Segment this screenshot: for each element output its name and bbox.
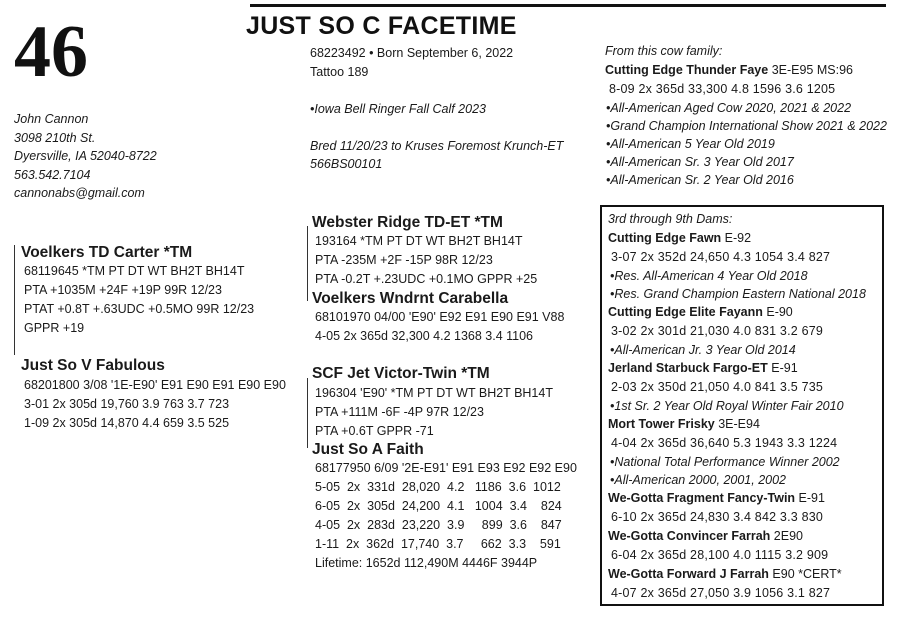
sire-sire-info: [315, 232, 537, 289]
sire-line: PTA +1035M +24F +19P 99R 12/23: [24, 283, 222, 297]
consignor-address: 3098 210th St.: [14, 130, 96, 145]
consignor-name: John Cannon: [14, 112, 89, 126]
dam-line: 68201800 3/08 '1E-E90' E91 E90 E91 E90 E90: [24, 378, 286, 392]
dam-entry-classification: E90 *CERT*: [772, 567, 842, 581]
dam-info: [24, 376, 286, 433]
dam-entry-name: Mort Tower Frisky: [608, 417, 715, 431]
dam-entry-classification: 3E-E94: [718, 417, 760, 431]
honor: •Iowa Bell Ringer Fall Calf 2023: [310, 102, 486, 116]
dam-entry-title: [608, 359, 866, 378]
sire-name: Voelkers TD Carter *TM: [21, 244, 193, 261]
cow-family-award: •All-American Sr. 3 Year Old 2017: [606, 155, 794, 169]
dam-entry-name: We-Gotta Fragment Fancy-Twin: [608, 491, 796, 505]
sire-bracket: [14, 245, 15, 355]
cow-family-award: •All-American 5 Year Old 2019: [606, 137, 775, 151]
dam-entry-award: •All-American Jr. 3 Year Old 2014: [610, 343, 796, 357]
sire-sire-line: PTA -0.2T +.23UDC +0.1MO GPPR +25: [315, 272, 538, 286]
dam-dam-info: [315, 459, 577, 573]
dam-entry-award: •Res. All-American 4 Year Old 2018: [610, 269, 808, 283]
dam-entry-title: [608, 565, 866, 584]
consignor-email: cannonabs@gmail.com: [14, 186, 145, 200]
dam-dam-lifetime: Lifetime: 1652d 112,490M 4446F 3944P: [315, 556, 538, 570]
cow-family-record: 8-09 2x 365d 33,300 4.8 1596 3.6 1205: [609, 82, 836, 96]
sire-sire-line: PTA -235M +2F -15P 98R 12/23: [315, 253, 493, 267]
dam-line: 3-01 2x 305d 19,760 3.9 763 3.7 723: [24, 397, 230, 411]
dam-entry-name: Cutting Edge Elite Fayann: [608, 305, 763, 319]
dam-sire-info: [315, 384, 553, 441]
dam-line: 1-09 2x 305d 14,870 4.4 659 3.5 525: [24, 416, 230, 430]
dams-list: [608, 210, 866, 603]
dams-box-heading: 3rd through 9th Dams:: [608, 212, 733, 226]
animal-name: JUST SO C FACETIME: [246, 12, 517, 40]
sire-sire-name: Webster Ridge TD-ET *TM: [312, 214, 503, 231]
dam-entry-record: 6-04 2x 365d 28,100 4.0 1115 3.2 909: [611, 548, 829, 562]
dam-entry-name: Jerland Starbuck Fargo-ET: [608, 361, 768, 375]
sire-dam-line: 68101970 04/00 'E90' E92 E91 E90 E91 V88: [315, 310, 565, 324]
dam-entry-classification: E-90: [766, 305, 793, 319]
cow-family-classification: 3E-E95 MS:96: [771, 63, 853, 77]
dam-entry-classification: E-91: [771, 361, 798, 375]
sire-dam-info: [315, 308, 564, 346]
dam-entry-record: 3-02 2x 301d 21,030 4.0 831 3.2 679: [611, 324, 824, 338]
sire-info: [24, 262, 254, 338]
dam-entry-award: •Res. Grand Champion Eastern National 2018: [610, 287, 866, 301]
dam-entry-title: [608, 489, 866, 508]
consignor-city: Dyersville, IA 52040-8722: [14, 149, 157, 163]
dam-entry-award: •1st Sr. 2 Year Old Royal Winter Fair 2010: [610, 399, 844, 413]
dam-entry-record: 6-10 2x 365d 24,830 3.4 842 3.3 830: [611, 510, 824, 524]
sire-dam-name: Voelkers Wndrnt Carabella: [312, 290, 509, 307]
bred-line-2: 566BS00101: [310, 157, 383, 171]
dams-box: [600, 205, 884, 606]
dam-dam-line: 5-05 2x 331d 28,020 4.2 1186 3.6 1012: [315, 480, 561, 494]
cow-family-name: Cutting Edge Thunder Faye: [605, 63, 769, 77]
consignor-phone: 563.542.7104: [14, 167, 91, 182]
dam-entry-record: 4-04 2x 365d 36,640 5.3 1943 3.3 1224: [611, 436, 838, 450]
lot-number: 46: [14, 11, 88, 93]
dam-entry-classification: E-92: [724, 231, 752, 245]
sire-sire-line: 193164 *TM PT DT WT BH2T BH14T: [315, 234, 523, 248]
dam-entry-classification: 2E90: [773, 529, 803, 543]
dam-entry-title: [608, 229, 866, 248]
cow-family-heading: From this cow family:: [605, 44, 723, 58]
cow-family-award: •Grand Champion International Show 2021 & 2022: [606, 119, 887, 133]
dam-sire-line: PTA +0.6T GPPR -71: [315, 424, 434, 438]
dam-dam-name: Just So A Faith: [312, 441, 424, 458]
dam-entry-award: •All-American 2000, 2001, 2002: [610, 473, 787, 487]
dam-entry-record: 4-07 2x 365d 27,050 3.9 1056 3.1 827: [611, 586, 831, 600]
cow-family: [605, 42, 887, 189]
dam-entry-title: [608, 527, 866, 546]
sire-line: PTAT +0.8T +.63UDC +0.5MO 99R 12/23: [24, 302, 255, 316]
cow-family-award: •All-American Aged Cow 2020, 2021 & 2022: [606, 101, 852, 115]
dam-entry-name: Cutting Edge Fawn: [608, 231, 722, 245]
cow-family-title: [605, 61, 887, 80]
bred-line-1: Bred 11/20/23 to Kruses Foremost Krunch-ET: [310, 139, 564, 153]
dam-entry-classification: E-91: [798, 491, 825, 505]
sire-line: GPPR +19: [24, 321, 85, 335]
dam-sire-line: PTA +111M -6F -4P 97R 12/23: [315, 405, 484, 419]
dam-dam-line: 1-11 2x 362d 17,740 3.7 662 3.3 591: [315, 537, 561, 551]
consignor-block: [14, 110, 157, 203]
top-rule: [250, 4, 886, 7]
tattoo: Tattoo 189: [310, 65, 369, 79]
dam-entry-name: We-Gotta Forward J Farrah: [608, 567, 769, 581]
sire-line: 68119645 *TM PT DT WT BH2T BH14T: [24, 264, 245, 278]
dam-dam-line: 68177950 6/09 '2E-E91' E91 E93 E92 E92 E90: [315, 461, 577, 475]
dam-dam-line: 6-05 2x 305d 24,200 4.1 1004 3.4 824: [315, 499, 562, 513]
dam-entry-record: 3-07 2x 352d 24,650 4.3 1054 3.4 827: [611, 250, 831, 264]
cow-family-award: •All-American Sr. 2 Year Old 2016: [606, 173, 794, 187]
dam-sire-name: SCF Jet Victor-Twin *TM: [312, 365, 490, 382]
dam-entry-award: •National Total Performance Winner 2002: [610, 455, 840, 469]
id-line: 68223492 • Born September 6, 2022: [310, 46, 514, 60]
dam-sire-line: 196304 'E90' *TM PT DT WT BH2T BH14T: [315, 386, 553, 400]
dam-name: Just So V Fabulous: [21, 357, 165, 374]
dam-entry-title: [608, 303, 866, 322]
sire-dam-line: 4-05 2x 365d 32,300 4.2 1368 3.4 1106: [315, 329, 534, 343]
dam-dam-line: 4-05 2x 283d 23,220 3.9 899 3.6 847: [315, 518, 562, 532]
dam-sire-bracket: [307, 378, 308, 448]
dam-entry-name: We-Gotta Convincer Farrah: [608, 529, 771, 543]
sire-sire-bracket: [307, 226, 308, 301]
dam-entry-record: 2-03 2x 350d 21,050 4.0 841 3.5 735: [611, 380, 824, 394]
dam-entry-title: [608, 415, 866, 434]
